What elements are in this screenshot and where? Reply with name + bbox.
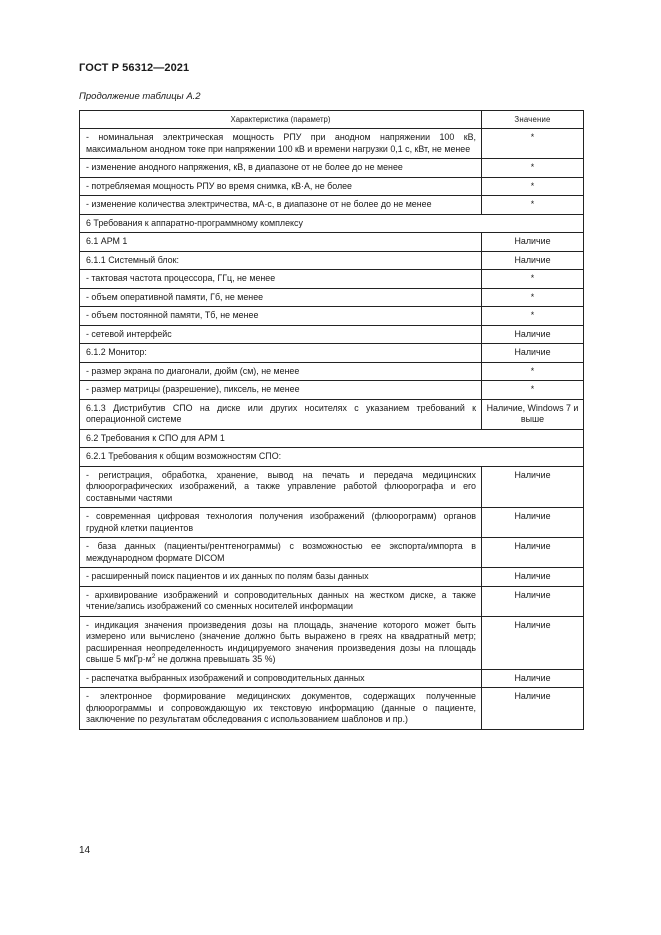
- document-standard-header: ГОСТ Р 56312—2021: [79, 62, 190, 74]
- table-row: [80, 616, 584, 669]
- table-section-row: [80, 429, 584, 448]
- table-row: [80, 307, 584, 326]
- row-value: Наличие: [482, 586, 584, 616]
- row-parameter: [80, 159, 482, 178]
- row-parameter-text: - размер матрицы (разрешение), пиксель, не менее: [86, 384, 300, 394]
- row-value: *: [482, 129, 584, 159]
- row-parameter-text: - регистрация, обработка, хранение, вывод на печать и передача медицинских флюорографических изображений, а также управление работой флюорографа и его составными частями: [86, 469, 476, 503]
- row-parameter-text: 6.1.3 Дистрибутив СПО на диске или других носителях с указанием требований к операционной системе: [86, 402, 476, 424]
- row-parameter: [80, 177, 482, 196]
- column-header-parameter: Характеристика (параметр): [80, 111, 482, 129]
- table-row: [80, 344, 584, 363]
- row-value: Наличие: [482, 466, 584, 508]
- page-number: 14: [79, 845, 91, 856]
- row-parameter: [80, 196, 482, 215]
- table-row: [80, 538, 584, 568]
- table-row: [80, 381, 584, 400]
- table-row: [80, 129, 584, 159]
- table-body: [80, 129, 584, 730]
- row-parameter: [80, 362, 482, 381]
- table-row: [80, 251, 584, 270]
- row-parameter-text: - электронное формирование медицинских документов, содержащих полученные флюорограммы и сопровождающую их текстовую информацию (данные о пациенте, заключение по результатам обследования с использованием шаблонов и пр.): [86, 691, 476, 724]
- row-value: Наличие: [482, 508, 584, 538]
- row-parameter-text: - современная цифровая технология получения изображений (флюорограмм) органов грудной клетки пациентов: [86, 511, 476, 533]
- table-row: [80, 270, 584, 289]
- row-parameter-tail: не должна превышать 35 %): [155, 654, 276, 664]
- table-header-row: [80, 111, 584, 129]
- table-row: [80, 362, 584, 381]
- row-value: *: [482, 177, 584, 196]
- table-row: [80, 288, 584, 307]
- row-parameter: [80, 429, 584, 448]
- row-parameter: [80, 538, 482, 568]
- row-value: Наличие: [482, 344, 584, 363]
- table-row: [80, 568, 584, 587]
- table-row: [80, 159, 584, 178]
- table-section-row: [80, 214, 584, 233]
- row-parameter-text: 6.2.1 Требования к общим возможностям СПО:: [86, 451, 282, 461]
- row-parameter: [80, 508, 482, 538]
- row-value: Наличие: [482, 669, 584, 688]
- row-value: *: [482, 307, 584, 326]
- table-caption: Продолжение таблицы А.2: [79, 91, 201, 102]
- row-parameter: [80, 586, 482, 616]
- row-parameter-text: 6 Требования к аппаратно-программному комплексу: [86, 217, 303, 228]
- row-parameter: [80, 616, 482, 669]
- table-row: [80, 177, 584, 196]
- row-parameter-text: - номинальная электрическая мощность РПУ при анодном напряжении 100 кВ, максимальном анодном токе при напряжении 100 кВ и времени нагрузки 0,1 с, кВт, не менее: [86, 132, 476, 154]
- row-parameter: [80, 233, 482, 252]
- row-parameter-text: 6.2 Требования к СПО для АРМ 1: [86, 432, 225, 443]
- table-row: [80, 399, 584, 429]
- row-value: Наличие: [482, 325, 584, 344]
- row-value: *: [482, 288, 584, 307]
- table-row: [80, 586, 584, 616]
- requirements-table: [79, 110, 584, 730]
- row-parameter-text: - индикация значения произведения дозы на площадь, значение которого может быть измерено или вычислено (значение должно быть выражено в греях на квадратный метр; расширенная неопределенность индицируемого значения произведения дозы на площадь свыше 5 мкГр·м: [86, 619, 476, 664]
- row-parameter: [80, 466, 482, 508]
- row-parameter-superscript: 2: [151, 653, 156, 661]
- row-parameter-text: - потребляемая мощность РПУ во время снимка, кВ·А, не более: [86, 180, 352, 191]
- row-value: *: [482, 159, 584, 178]
- row-value: Наличие, Windows 7 и выше: [482, 399, 584, 429]
- row-parameter-text: - сетевой интерфейс: [86, 328, 172, 339]
- row-parameter: [80, 214, 584, 233]
- row-value: *: [482, 270, 584, 289]
- row-parameter-text: - объем оперативной памяти, Гб, не менее: [86, 291, 264, 302]
- row-value: Наличие: [482, 568, 584, 587]
- row-parameter-text: 6.1.2 Монитор:: [86, 347, 147, 357]
- row-value: Наличие: [482, 251, 584, 270]
- row-value: *: [482, 381, 584, 400]
- row-parameter-text: - изменение анодного напряжения, кВ, в диапазоне от не более до не менее: [86, 162, 403, 172]
- row-parameter: [80, 129, 482, 159]
- row-parameter-text: - объем постоянной памяти, Тб, не менее: [86, 310, 259, 320]
- row-value: Наличие: [482, 688, 584, 730]
- table-section-row: [80, 448, 584, 467]
- row-parameter-text: - архивирование изображений и сопроводительных данных на жестком диске, а также чтение/запись изображений со сменных носителей информации: [86, 589, 476, 611]
- row-parameter: [80, 270, 482, 289]
- row-parameter: [80, 325, 482, 344]
- table-row: [80, 325, 584, 344]
- row-value: *: [482, 362, 584, 381]
- row-parameter-text: - база данных (пациенты/рентгенограммы) с возможностью ее экспорта/импорта в международном формате DICOM: [86, 541, 476, 563]
- row-parameter-text: - изменение количества электричества, мА·с, в диапазоне от не более до не менее: [86, 199, 432, 209]
- row-parameter-text: - распечатка выбранных изображений и сопроводительных данных: [86, 672, 365, 683]
- table-row: [80, 508, 584, 538]
- row-parameter: [80, 448, 584, 467]
- row-value: Наличие: [482, 233, 584, 252]
- table-row: [80, 688, 584, 730]
- row-parameter-text: - размер экрана по диагонали, дюйм (см), не менее: [86, 365, 300, 376]
- column-header-value: Значение: [482, 111, 584, 129]
- row-parameter: [80, 381, 482, 400]
- row-parameter: [80, 669, 482, 688]
- table-row: [80, 233, 584, 252]
- row-value: Наличие: [482, 538, 584, 568]
- row-parameter-text: 6.1.1 Системный блок:: [86, 254, 179, 265]
- table-row: [80, 196, 584, 215]
- row-parameter-text: - расширенный поиск пациентов и их данных по полям базы данных: [86, 571, 369, 581]
- row-parameter-text: - тактовая частота процессора, ГГц, не менее: [86, 273, 276, 283]
- row-parameter: [80, 344, 482, 363]
- row-value: Наличие: [482, 616, 584, 669]
- row-parameter: [80, 288, 482, 307]
- row-parameter: [80, 568, 482, 587]
- row-parameter: [80, 251, 482, 270]
- table-row: [80, 669, 584, 688]
- row-parameter: [80, 399, 482, 429]
- row-value: *: [482, 196, 584, 215]
- row-parameter: [80, 307, 482, 326]
- table-row: [80, 466, 584, 508]
- row-parameter: [80, 688, 482, 730]
- row-parameter-text: 6.1 АРМ 1: [86, 236, 128, 246]
